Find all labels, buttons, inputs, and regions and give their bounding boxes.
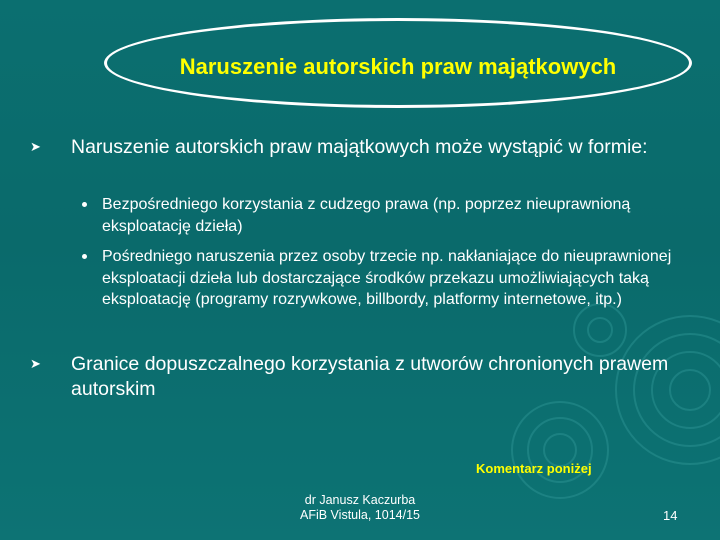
bullet-text: Granice dopuszczalnego korzystania z utworów chronionych prawem autorskim (71, 353, 669, 400)
bullet-text: Naruszenie autorskich praw majątkowych może wystąpić w formie: (71, 136, 648, 158)
comment-note: Komentarz poniżej (476, 461, 592, 476)
slide-title: Naruszenie autorskich praw majątkowych (179, 54, 617, 79)
footer-author (280, 493, 440, 523)
footer-line-2: AFiB Vistula, 1014/15 (300, 508, 420, 522)
sub-bullet-text: Pośredniego naruszenia przez osoby trzecie np. nakłaniające do nieuprawnionej eksploatacji dzieła lub dostarczające środków przekazu umożliwiających taką eksploatację (programy rozrywkowe, billbordy, platformy internetowe, itp.) (102, 248, 672, 308)
arrow-bullet-icon: ➤ (30, 139, 41, 154)
arrow-bullet-icon: ➤ (30, 356, 41, 371)
sub-bullet-text: Bezpośredniego korzystania z cudzego prawa (np. poprzez nieuprawnioną eksploatację dzieła) (102, 196, 631, 235)
dot-bullet-icon (82, 202, 87, 207)
footer-line-1: dr Janusz Kaczurba (304, 493, 416, 507)
page-number: 14 (663, 508, 678, 523)
dot-bullet-icon (82, 254, 87, 259)
